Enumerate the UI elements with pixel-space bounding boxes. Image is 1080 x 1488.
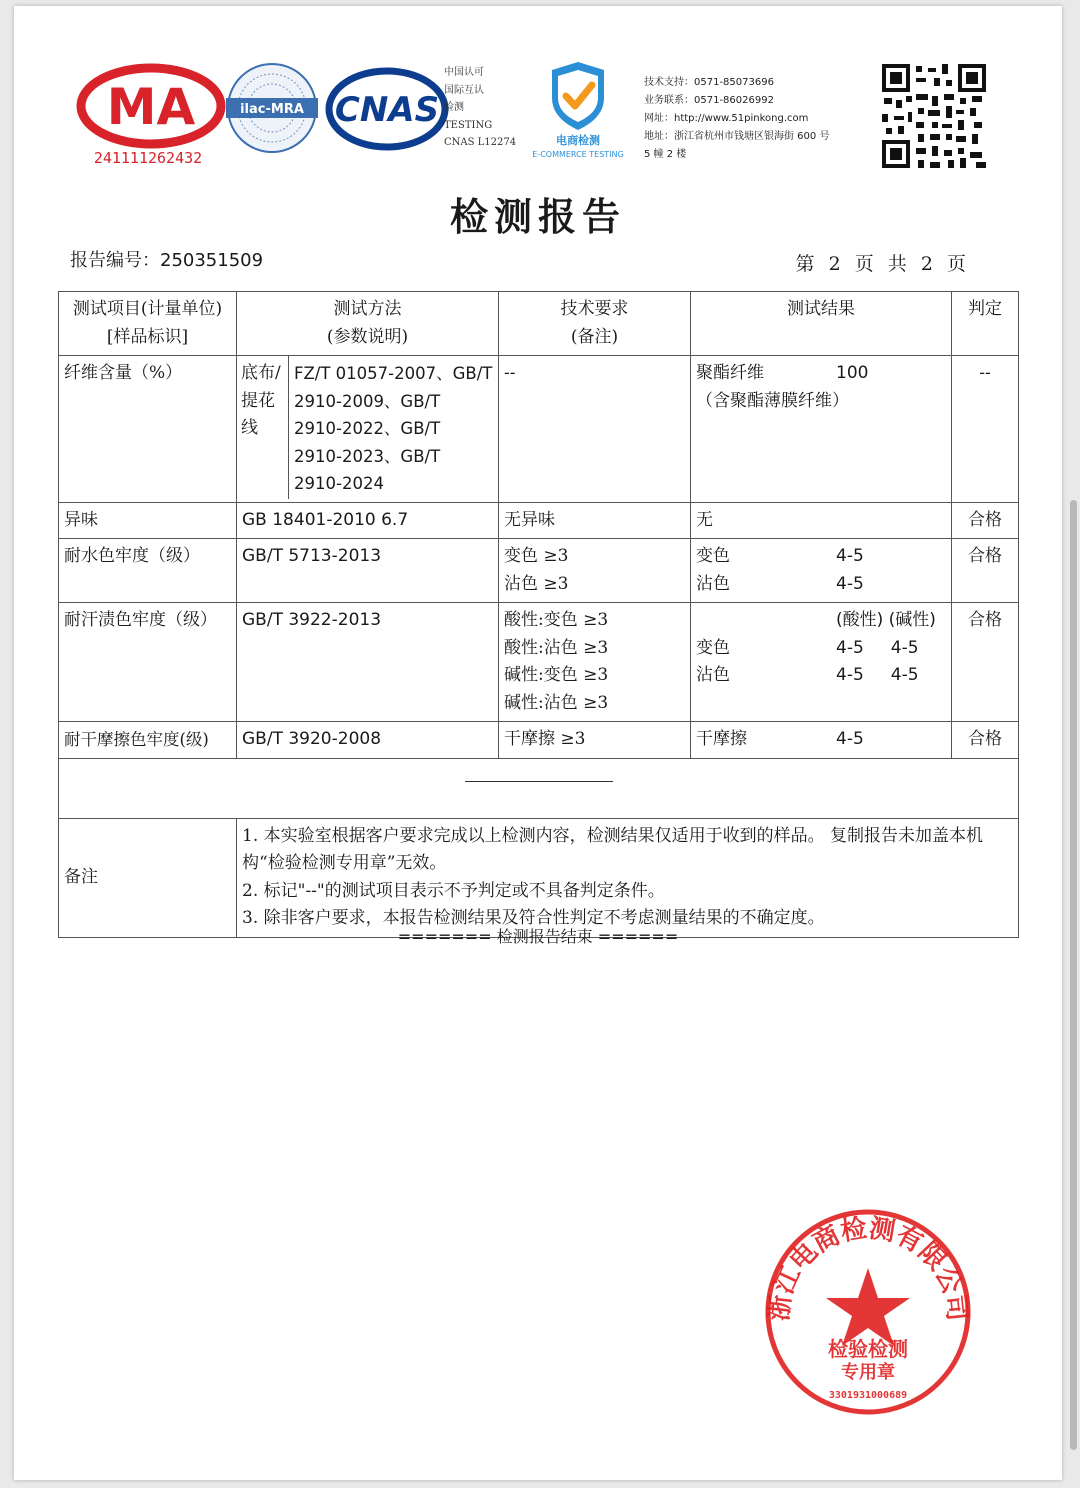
header-result: 测试结果 [691, 292, 952, 356]
row-item: 耐汗渍色牢度（级） [59, 603, 237, 722]
blank-row [59, 758, 1019, 818]
result-key: 沾色 [696, 573, 730, 594]
header-method-line2: (参数说明) [326, 326, 409, 347]
cnas-logo [324, 66, 454, 152]
contact-line: 技术支持：0571-85073696 [644, 77, 774, 88]
table-row [59, 722, 1019, 759]
result-fiber-note: （含聚酯薄膜纤维） [696, 390, 849, 411]
row-judge: 合格 [952, 502, 1019, 539]
row-method: GB/T 5713-2013 [237, 539, 499, 603]
row-requirement [499, 603, 691, 722]
end-dash-line [465, 781, 613, 782]
report-number [70, 246, 263, 272]
row-method: GB/T 3922-2013 [237, 603, 499, 722]
page-info [792, 249, 970, 276]
ma-text: MA [106, 78, 196, 136]
ecommerce-testing-logo [518, 58, 638, 162]
row-judge: 合格 [952, 603, 1019, 722]
header-method-line1: 测试方法 [333, 299, 402, 319]
report-title: 检测报告 [449, 194, 626, 239]
table-row [59, 356, 1019, 503]
row-method: GB/T 3920-2008 [237, 722, 499, 759]
report-number-label: 报告编号： [70, 250, 160, 271]
scrollbar[interactable] [1070, 500, 1077, 1450]
ilac-mra-logo [220, 60, 324, 156]
requirement-line: 沾色 ≥3 [504, 573, 569, 594]
row-item: 纤维含量（%） [59, 356, 237, 503]
row-requirement [499, 539, 691, 603]
seal-org: 浙江电商检测有限公司 [764, 1213, 972, 1323]
table-row [59, 539, 1019, 603]
seal-number: 3301931000689 [828, 1390, 908, 1401]
page-gong: 共 [887, 253, 907, 275]
seal-line2: 专用章 [841, 1362, 895, 1383]
table-row [59, 502, 1019, 539]
row-result: 无 [691, 502, 952, 539]
contact-line: 地址：浙江省杭州市钱塘区银海街 600 号 [644, 131, 830, 142]
result-value: 4-5 [836, 546, 864, 566]
page-ye: 页 [854, 253, 874, 275]
ec-title: 电商检测 [556, 134, 600, 147]
contact-line: 业务联系：0571-86026992 [644, 95, 774, 106]
cnas-text: CNAS [334, 90, 440, 130]
cma-logo [76, 62, 226, 168]
contact-line: 5 幢 2 楼 [644, 149, 687, 160]
row-result [691, 539, 952, 603]
report-number-value: 250351509 [160, 250, 264, 271]
method-standard: FZ/T 01057-2007、GB/T 2910-2009、GB/T 2910-2022、GB/T 2910-2023、GB/T 2910-2024 [294, 364, 493, 493]
row-result [691, 356, 952, 503]
requirement-line: 碱性:沾色 ≥3 [504, 692, 609, 713]
header-judge: 判定 [952, 292, 1019, 356]
row-requirement: 干摩擦 ≥3 [499, 722, 691, 759]
table-row [59, 603, 1019, 722]
result-key: 变色 [696, 546, 730, 566]
row-result [691, 722, 952, 759]
seal-line1: 检验检测 [828, 1337, 908, 1361]
ec-subtitle: E-COMMERCE TESTING [532, 150, 624, 159]
results-table [58, 291, 1019, 938]
table-header [59, 292, 1019, 356]
notes-label: 备注 [59, 818, 237, 937]
row-requirement: -- [499, 356, 691, 503]
note-item: 2. 标记"--"的测试项目表示不予判定或不具备判定条件。 [242, 880, 665, 901]
cnas-line: 中国认可 [444, 67, 484, 78]
page-current: 2 [828, 253, 841, 275]
cnas-line: 检测 [444, 102, 464, 113]
result-value: 4-5 [836, 573, 864, 594]
row-method: GB 18401-2010 6.7 [237, 502, 499, 539]
row-method [237, 356, 499, 503]
header-item-line2: [样品标识] [106, 326, 189, 347]
cnas-line: 国际互认 [444, 84, 484, 96]
report-end-marker: ======= 检测报告结束 ====== [397, 927, 679, 946]
requirement-line: 酸性:变色 ≥3 [504, 610, 609, 630]
notes-cell [237, 818, 1019, 937]
header-item-line1: 测试项目(计量单位) [72, 299, 223, 319]
header-item [59, 292, 237, 356]
row-judge: 合格 [952, 722, 1019, 759]
result-fiber-name: 聚酯纤维 [696, 363, 764, 383]
result-value: 4-5 4-5 [836, 665, 919, 685]
row-requirement: 无异味 [499, 502, 691, 539]
cnas-line: TESTING [444, 119, 493, 131]
result-value: 4-5 [836, 729, 864, 749]
result-fiber-value: 100 [836, 363, 869, 383]
requirement-line: 变色 ≥3 [504, 546, 569, 566]
page-di: 第 [795, 253, 815, 275]
row-result [691, 603, 952, 722]
report-page [14, 6, 1062, 1480]
header-requirement [499, 292, 691, 356]
requirement-line: 碱性:变色 ≥3 [504, 665, 609, 685]
contact-info [644, 74, 829, 164]
header-method [237, 292, 499, 356]
result-value: 4-5 4-5 [836, 637, 919, 658]
cnas-caption [444, 64, 516, 152]
row-judge: -- [952, 356, 1019, 503]
page-total: 2 [920, 253, 933, 275]
requirement-line: 酸性:沾色 ≥3 [504, 637, 609, 658]
sample-part: 底布/提花线 [237, 356, 289, 499]
notes-row [59, 818, 1019, 937]
ilac-text: ilac-MRA [240, 102, 304, 117]
note-item: 1. 本实验室根据客户要求完成以上检测内容，检测结果仅适用于收到的样品。 复制报告未加盖本机构“检验检测专用章”无效。 [242, 825, 984, 873]
qr-code[interactable] [882, 64, 986, 168]
header-req-line2: (备注) [570, 326, 619, 347]
official-seal [762, 1206, 974, 1418]
result-key: 干摩擦 [696, 729, 747, 749]
result-sweat-head: (酸性) (碱性) [836, 610, 936, 630]
row-item: 异味 [59, 502, 237, 539]
row-judge: 合格 [952, 539, 1019, 603]
contact-line: 网址：http://www.51pinkong.com [644, 113, 809, 124]
cnas-line: CNAS L12274 [444, 137, 517, 148]
blank-row-cell [59, 758, 1019, 818]
result-key: 变色 [696, 637, 730, 658]
header-req-line1: 技术要求 [560, 299, 629, 319]
row-item: 耐干摩擦色牢度(级) [59, 722, 237, 759]
note-item: 3. 除非客户要求，本报告检测结果及符合性判定不考虑测量结果的不确定度。 [242, 908, 825, 928]
ma-number: 241111262432 [93, 149, 203, 167]
page-ye2: 页 [946, 253, 966, 275]
row-item: 耐水色牢度（级） [59, 539, 237, 603]
result-key: 沾色 [696, 665, 730, 685]
